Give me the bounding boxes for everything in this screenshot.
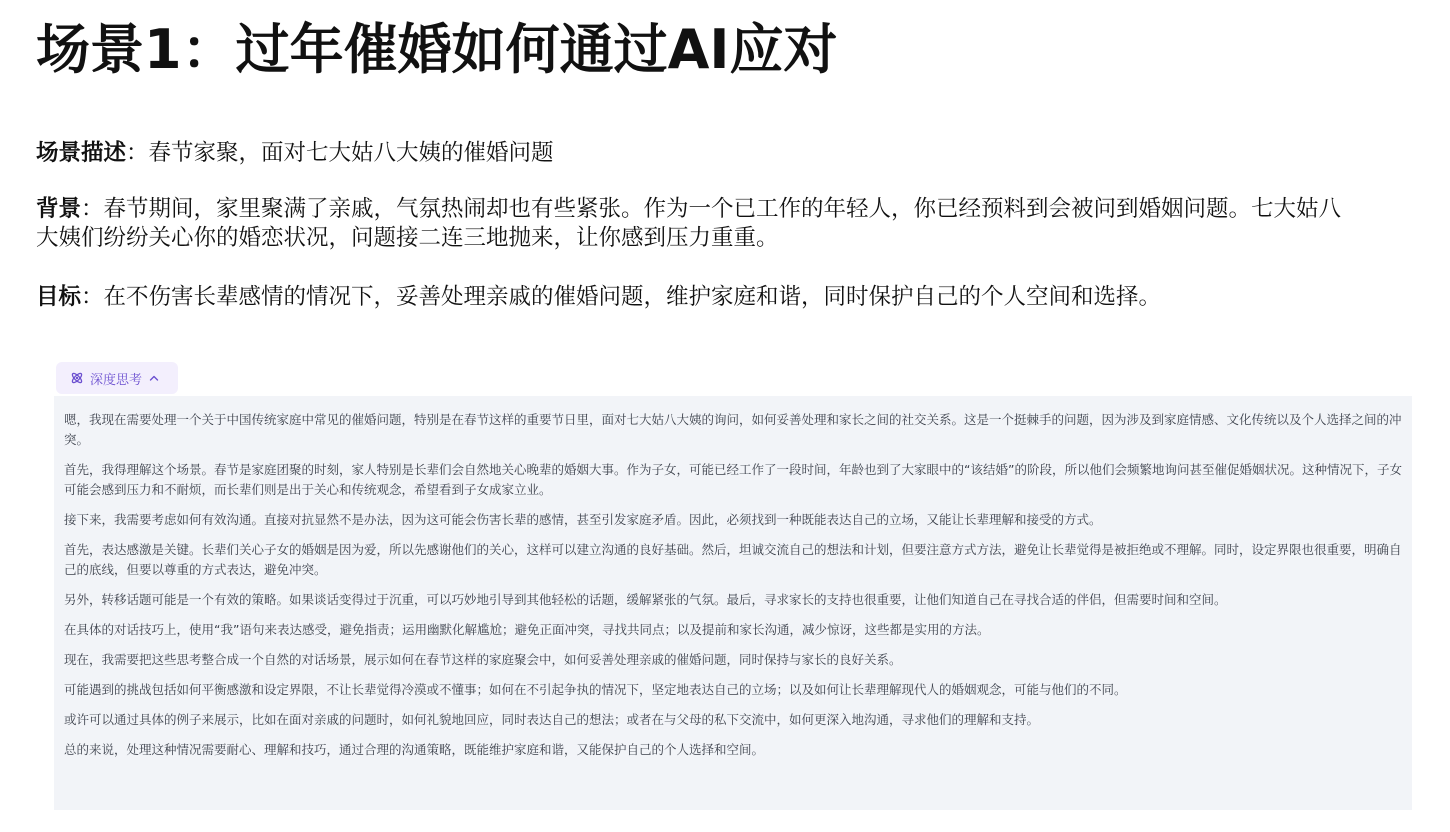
think-paragraph: 嗯，我现在需要处理一个关于中国传统家庭中常见的催婚问题，特别是在春节这样的重要节日里，面对七大姑八大姨的询问，如何妥善处理和家长之间的社交关系。这是一个挺棘手的问题，因为涉及到家庭情感、文化传统以及个人选择之间的冲突。 [64,412,1402,447]
think-paragraph: 现在，我需要把这些思考整合成一个自然的对话场景，展示如何在春节这样的家庭聚会中，如何妥善处理亲戚的催婚问题，同时保持与家长的良好关系。 [64,652,902,667]
scene-description [36,139,554,168]
chevron-up-icon [148,372,160,384]
scene-background-text: ：春节期间，家里聚满了亲戚，气氛热闹却也有些紧张。作为一个已工作的年轻人，你已经预料到会被问到婚姻问题。七大姑八大姨们纷纷关心你的婚恋状况，问题接二连三地抛来，让你感到压力重重。 [36,196,1342,251]
deep-think-toggle-button[interactable] [56,362,178,394]
deep-think-label: 深度思考 [90,372,143,388]
scene-background [36,195,1356,253]
think-paragraph: 接下来，我需要考虑如何有效沟通。直接对抗显然不是办法，因为这可能会伤害长辈的感情，甚至引发家庭矛盾。因此，必须找到一种既能表达自己的立场，又能让长辈理解和接受的方式。 [64,512,1102,527]
scene-background-label: 背景 [36,196,82,222]
scene-goal-text: ：在不伤害长辈感情的情况下，妥善处理亲戚的催婚问题，维护家庭和谐，同时保护自己的个人空间和选择。 [81,284,1162,310]
scene-goal [36,283,1161,312]
think-paragraph: 首先，我得理解这个场景。春节是家庭团聚的时刻，家人特别是长辈们会自然地关心晚辈的婚姻大事。作为子女，可能已经工作了一段时间，年龄也到了大家眼中的“该结婚”的阶段，所以他们会频繁地询问甚至催促婚姻状况。这种情况下，子女可能会感到压力和不耐烦，而长辈们则是出于关心和传统观念，希望看到子女成家立业。 [64,462,1402,497]
scene-goal-label: 目标 [36,284,82,310]
atom-icon [70,371,84,385]
scene-description-label: 场景描述 [36,140,127,166]
think-paragraph: 可能遇到的挑战包括如何平衡感激和设定界限，不让长辈觉得冷漠或不懂事；如何在不引起争执的情况下，坚定地表达自己的立场；以及如何让长辈理解现代人的婚姻观念，可能与他们的不同。 [64,682,1127,697]
think-paragraph: 在具体的对话技巧上，使用“我”语句来表达感受，避免指责；运用幽默化解尴尬；避免正面冲突，寻找共同点；以及提前和家长沟通，减少惊讶，这些都是实用的方法。 [64,622,990,637]
think-paragraph: 另外，转移话题可能是一个有效的策略。如果谈话变得过于沉重，可以巧妙地引导到其他轻松的话题，缓解紧张的气氛。最后，寻求家长的支持也很重要，让他们知道自己在寻找合适的伴侣，但需要时间和空间。 [64,592,1227,607]
scene-description-text: ：春节家聚，面对七大姑八大姨的催婚问题 [126,140,554,166]
deep-think-content [54,396,1412,810]
page-title: 场景1：过年催婚如何通过AI应对 [36,18,838,81]
think-paragraph: 或许可以通过具体的例子来展示，比如在面对亲戚的问题时，如何礼貌地回应，同时表达自己的想法；或者在与父母的私下交流中，如何更深入地沟通，寻求他们的理解和支持。 [64,712,1040,727]
think-paragraph: 首先，表达感激是关键。长辈们关心子女的婚姻是因为爱，所以先感谢他们的关心，这样可以建立沟通的良好基础。然后，坦诚交流自己的想法和计划，但要注意方式方法，避免让长辈觉得是被拒绝或不理解。同时，设定界限也很重要，明确自己的底线，但要以尊重的方式表达，避免冲突。 [64,542,1402,577]
think-paragraph: 总的来说，处理这种情况需要耐心、理解和技巧，通过合理的沟通策略，既能维护家庭和谐，又能保护自己的个人选择和空间。 [64,742,765,757]
